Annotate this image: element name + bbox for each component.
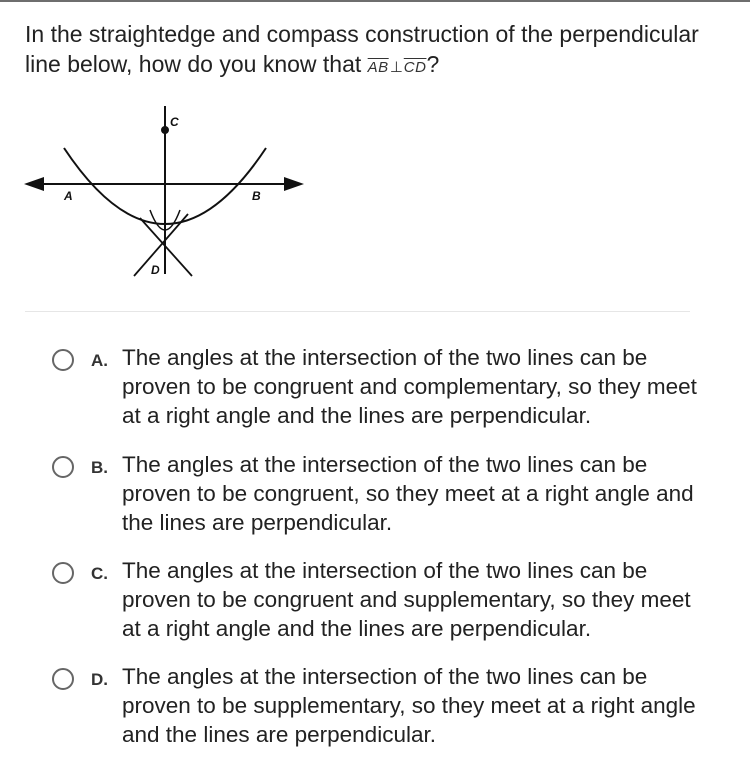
choice-a[interactable] <box>52 343 702 439</box>
construction-figure <box>22 100 322 290</box>
segment-ab: $\overline{AB}$ <box>367 59 389 76</box>
radio-d-icon[interactable] <box>52 668 74 690</box>
choice-letter: C. <box>91 564 108 583</box>
radio-a-icon[interactable] <box>52 349 74 371</box>
perpendicular-symbol: ⊥ <box>389 59 403 76</box>
top-divider <box>0 0 750 2</box>
choice-text: The angles at the intersection of the two lines can be proven to be congruent, so they meet at a right angle and the lines are perpendicular. <box>122 452 694 535</box>
question-text <box>25 19 725 83</box>
radio-c-icon[interactable] <box>52 562 74 584</box>
question-prompt: In the straightedge and compass construction of the perpendicular line below, how do you know that <box>25 21 699 77</box>
question-divider <box>25 311 690 312</box>
arrowhead-left <box>24 177 44 191</box>
arrowhead-right <box>284 177 304 191</box>
radio-b-icon[interactable] <box>52 456 74 478</box>
choice-text: The angles at the intersection of the two lines can be proven to be congruent and complementary, so they meet at a right angle and the lines are perpendicular. <box>122 345 697 428</box>
choice-letter: D. <box>91 670 108 689</box>
choice-text: The angles at the intersection of the two lines can be proven to be congruent and supplementary, so they meet at a right angle and the lines are perpendicular. <box>122 558 691 641</box>
point-c <box>161 126 169 134</box>
choice-d[interactable] <box>52 662 702 758</box>
label-c: C <box>170 115 179 129</box>
choice-c[interactable] <box>52 556 702 652</box>
choice-b[interactable] <box>52 450 702 546</box>
choice-text: The angles at the intersection of the two lines can be proven to be supplementary, so they meet at a right angle and the lines are perpendicular. <box>122 664 696 747</box>
question-mark: ? <box>426 51 440 77</box>
label-d: D <box>151 263 160 277</box>
segment-cd: $\overline{CD}$ <box>403 59 427 76</box>
label-b: B <box>252 189 261 203</box>
choice-letter: B. <box>91 458 108 477</box>
label-a: A <box>64 189 73 203</box>
choice-letter: A. <box>91 351 108 370</box>
